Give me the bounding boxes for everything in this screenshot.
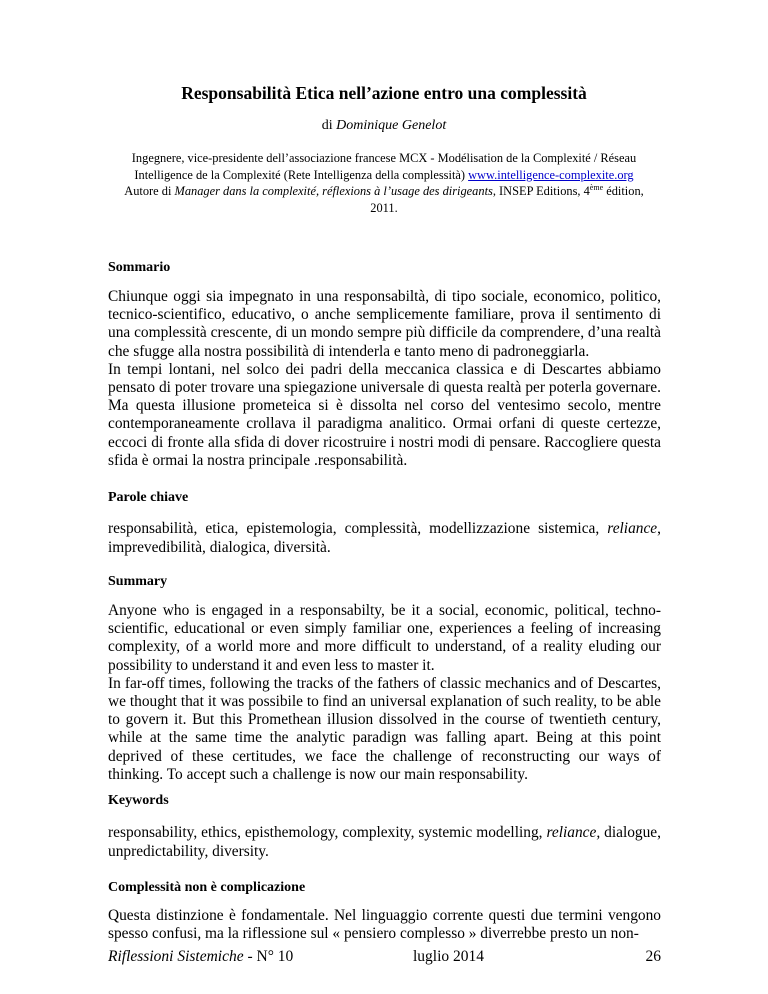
section-paragraph-1: Questa distinzione è fondamentale. Nel linguaggio corrente questi due termini vengono spesso confusi, ma la riflessione sul « pensiero complesso » diverrebbe presto un non- (108, 907, 661, 943)
keywords-italic: reliance, (546, 824, 601, 841)
parole-chiave-text-b: , imprevedibilità, dialogica, diversità. (108, 520, 661, 556)
keywords-text-a: responsability, ethics, episthemology, complexity, systemic modelling, (108, 824, 547, 841)
footer-date: luglio 2014 (413, 948, 485, 965)
section-heading: Complessità non è complicazione (108, 880, 306, 895)
summary-paragraph-1: Anyone who is engaged in a responsabilty, be it a social, economic, political, techno-scientific, educational or even simply familiar one, experiences a feeling of increasing complexity, of a world more and more difficult to understand, of a reality eluding our possibility to understand it and even less to master it. (108, 602, 661, 674)
affiliation-line2-suffix: édition, 2011. (370, 184, 644, 215)
parole-chiave-text-a: responsabilità, etica, epistemologia, complessità, modellizzazione sistemica, (108, 520, 608, 537)
parole-chiave-body (108, 519, 661, 557)
website-link[interactable]: www.intelligence-complexite.org (468, 167, 634, 182)
affiliation-line1: Ingegnere, vice-presidente dell’associazione francese MCX - Modélisation de la Complexité / Réseau Intelligence de la Complexité (Rete Intelligenza della complessità) (131, 151, 637, 182)
byline-prefix: di (321, 118, 337, 133)
keywords-heading: Keywords (108, 793, 169, 808)
summary-body (108, 602, 661, 784)
sommario-paragraph-1: Chiunque oggi sia impegnato in una responsabiltà, di tipo sociale, economico, politico, tecnico-scientifico, educativo, o anche semplicemente familiare, prova il sentimento di una complessità crescente, di un mondo sempre più difficile da comprendere, d’una realtà che sfugge alla nostra possibilità di intenderla e tanto meno di padroneggiarla. (108, 288, 661, 360)
keywords-body (108, 823, 661, 861)
edition-superscript: ème (589, 182, 604, 192)
section-body (108, 907, 661, 943)
summary-paragraph-2: In far-off times, following the tracks of the fathers of classic mechanics and of Descartes, we thought that it was possibile to find an universal explanation of such reality, to be able to govern it. But this Promethean illusion dissolved in the course of twentieth century, while at the same time the analytic paradign was falling apart. Being at this point deprived of these certitudes, we face the challenge of reconstructing our ways of thinking. To accept such a challenge is now our main responsability. (108, 674, 661, 783)
footer-journal (108, 948, 293, 966)
keywords-text-b: dialogue, unpredictability, diversity. (108, 824, 661, 860)
summary-heading: Summary (108, 574, 168, 589)
sommario-paragraph-2: In tempi lontani, nel solco dei padri della meccanica classica e di Descartes abbiamo pensato di poter trovare una spiegazione universale di questa realtà per poterla governare. Ma questa illusione prometeica si è dissolta nel corso del ventesimo secolo, mentre contemporaneamente crollava il paradigma analitico. Ormai orfani di queste certezze, eccoci di fronte alla sfida di dover ricostruire i nostri modi di pensare. Raccogliere questa sfida è ormai la nostra principale .responsabilità. (108, 360, 661, 469)
sommario-body (108, 288, 661, 470)
book-title: Manager dans la complexité, réflexions à l’usage des dirigeants (174, 184, 493, 198)
affiliation-line2-prefix: Autore di (124, 184, 175, 198)
author-name: Dominique Genelot (336, 118, 447, 133)
affiliation-line2-mid: , INSEP Editions, 4 (492, 184, 590, 198)
sommario-heading: Sommario (108, 260, 171, 275)
page-number: 26 (645, 948, 661, 965)
byline (0, 118, 768, 134)
journal-issue: - N° 10 (243, 948, 294, 965)
paper-title: Responsabilità Etica nell’azione entro una complessità (181, 83, 587, 103)
parole-chiave-heading: Parole chiave (108, 490, 189, 505)
journal-name: Riflessioni Sistemiche (108, 948, 244, 965)
author-affiliation (110, 150, 658, 216)
page-footer (108, 948, 661, 968)
parole-chiave-italic: reliance (607, 520, 658, 537)
